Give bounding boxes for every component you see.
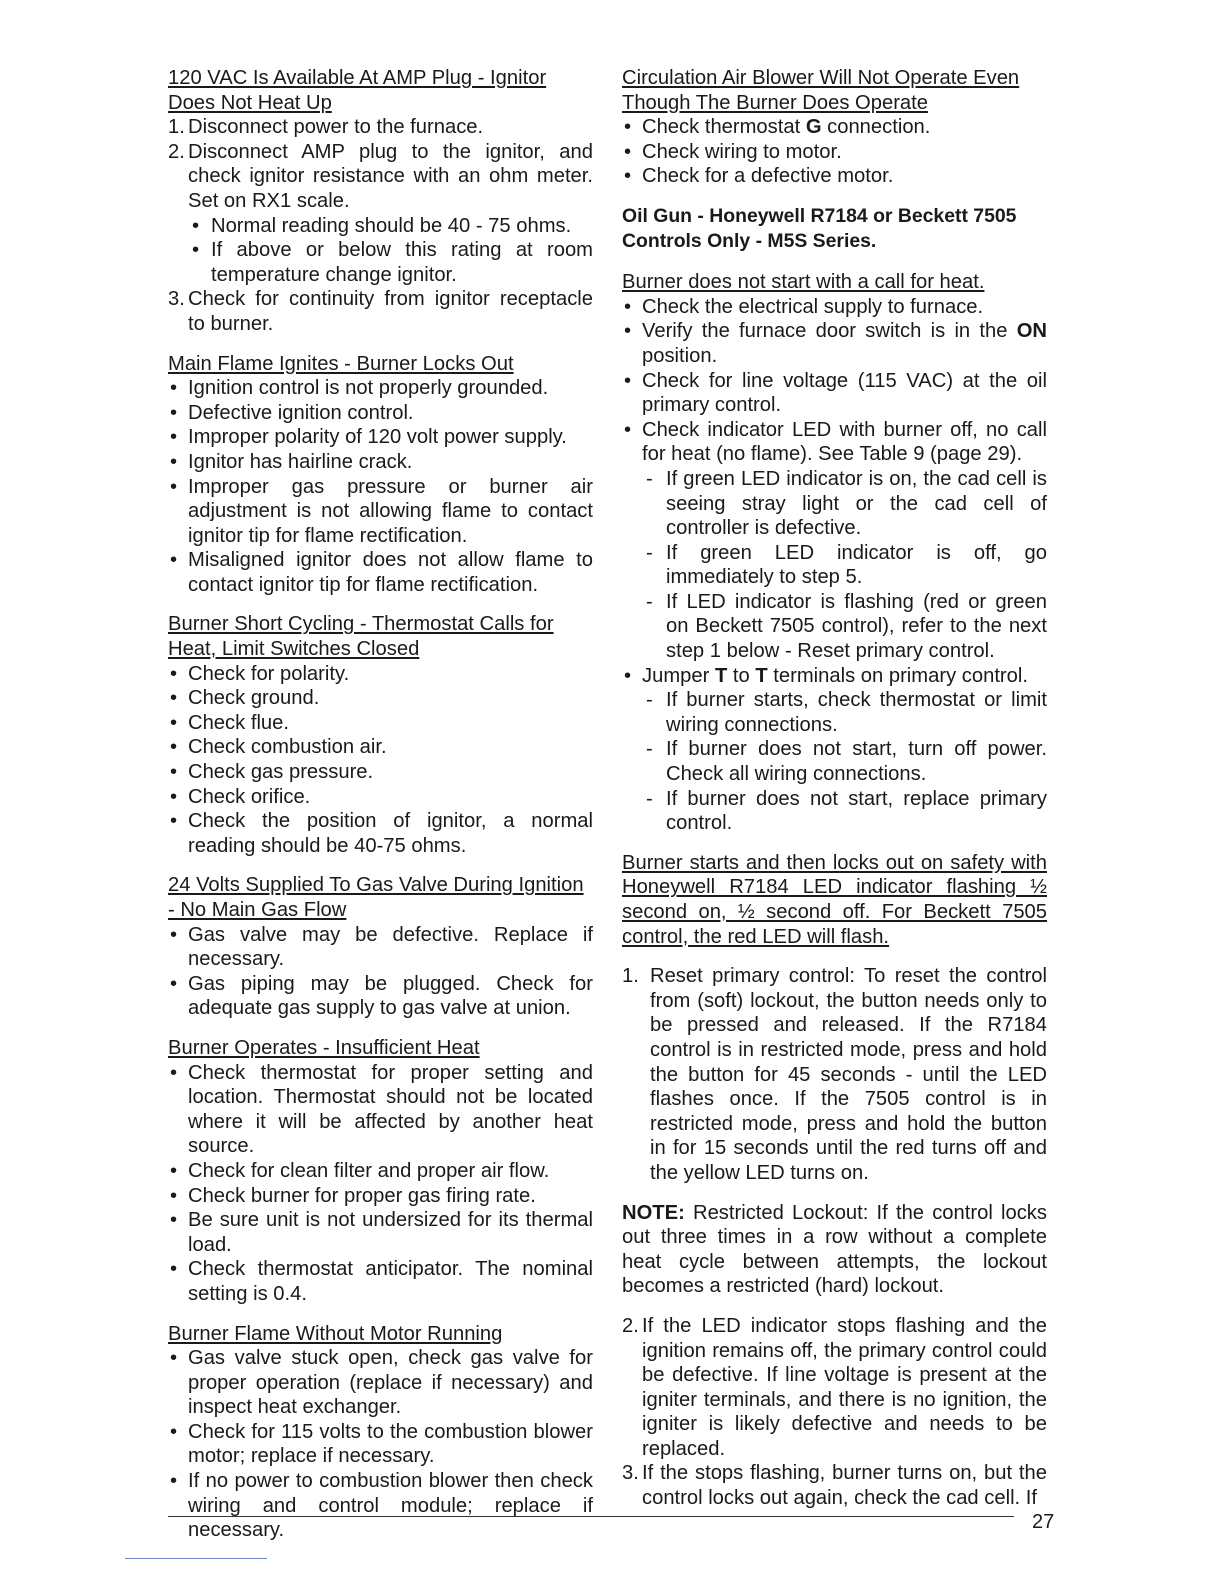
bullet-list (168, 1061, 593, 1307)
left-column (168, 66, 593, 1558)
bullet-item: • Ignition control is not properly grounded. (168, 376, 593, 401)
bullet-item: • Check for 115 volts to the combustion blower motor; replace if necessary. (168, 1420, 593, 1469)
dash-list (642, 688, 1047, 836)
sub-bullet-item: • If above or below this rating at room temperature change ignitor. (188, 238, 593, 287)
bullet-list (168, 923, 593, 1021)
section-heading: 120 VAC Is Available At AMP Plug - Ignitor Does Not Heat Up (168, 67, 547, 114)
section-burner-not-start (622, 270, 1047, 836)
bullet-item: • Improper polarity of 120 volt power supply. (168, 425, 593, 450)
section-heading: Burner does not start with a call for heat. (622, 271, 985, 294)
section-heading: 24 Volts Supplied To Gas Valve During Ignition - No Main Gas Flow (168, 874, 584, 921)
step-item: 1. Disconnect power to the furnace. (168, 116, 484, 139)
note-paragraph: NOTE: Restricted Lockout: If the control locks out three times in a row without a complete heat cycle between attempts, the lockout becomes a restricted (hard) lockout. (622, 1201, 1047, 1298)
steps-list (622, 964, 1047, 1185)
section-flame-locks-out (168, 352, 593, 598)
bullet-item: • Check thermostat G connection. (622, 115, 1047, 140)
bullet-item: • If no power to combustion blower then check wiring and control module; replace if necessary. (168, 1469, 593, 1543)
step-item: 1. Reset primary control: To reset the control from (soft) lockout, the button needs only to be pressed and released. If the R7184 control is in restricted mode, press and hold the button for 45 seconds - until the LED flashes once. If the 7505 control is in restricted mode, press and hold the button in for 15 seconds until the red turns off and the yellow LED turns on. (622, 965, 1047, 1184)
footer-rule (168, 1516, 1014, 1517)
dash-item: - If green LED indicator is on, the cad cell is seeing stray light or the cad cell of controller is defective. (642, 467, 1047, 541)
right-column (622, 66, 1047, 1526)
bullet-item: • Check the position of ignitor, a normal reading should be 40-75 ohms. (168, 809, 593, 858)
section-heading: Circulation Air Blower Will Not Operate Even Though The Burner Does Operate (622, 67, 1020, 114)
steps-list (622, 1314, 1047, 1511)
bullet-item: • Ignitor has hairline crack. (168, 450, 593, 475)
step-item: 3. If the stops flashing, burner turns on, but the control locks out again, check the cad cell. If (622, 1462, 1047, 1510)
bullet-item: • Be sure unit is not undersized for its thermal load. (168, 1208, 593, 1257)
section-blower-not-operate (622, 66, 1047, 189)
dash-item: - If LED indicator is flashing (red or green on Beckett 7505 control), refer to the next step 1 below - Reset primary control. (642, 590, 1047, 664)
bullet-item: • Check indicator LED with burner off, no call for heat (no flame). See Table 9 (page 29). - If green LED indicator is on, the cad cell is seeing stray light or the cad cell of controller is defective. - If green LED indicator is off, go immediately to step 5. - If LED indicator is flashing (red or green on Beckett 7505 control), refer to the next step 1 below - Reset primary control. (622, 418, 1047, 664)
dash-item: - If green LED indicator is off, go immediately to step 5. (642, 541, 1047, 590)
bullet-item: • Defective ignition control. (168, 401, 593, 426)
dash-item: - If burner does not start, replace primary control. (642, 787, 1047, 836)
section-heading: Burner Short Cycling - Thermostat Calls for Heat, Limit Switches Closed (168, 613, 554, 661)
bullet-item: • Gas piping may be plugged. Check for adequate gas supply to gas valve at union. (168, 972, 593, 1021)
page-number: 27 (1032, 1511, 1055, 1533)
bullet-item: • Check the electrical supply to furnace. (622, 295, 1047, 320)
dash-item: - If burner starts, check thermostat or limit wiring connections. (642, 688, 1047, 737)
bullet-item: • Check for line voltage (115 VAC) at the oil primary control. (622, 369, 1047, 418)
bullet-item: • Check flue. (168, 711, 593, 736)
bullet-item: • Gas valve may be defective. Replace if necessary. (168, 923, 593, 972)
section-heading: Burner starts and then locks out on safety with Honeywell R7184 LED indicator flashing ½ second on, ½ second off. For Beckett 7505 control, the red LED will flash. (622, 851, 1047, 948)
step-item: 3. Check for continuity from ignitor receptacle to burner. (168, 288, 593, 335)
section-heading: Burner Operates - Insufficient Heat (168, 1036, 480, 1059)
bullet-item: • Misaligned ignitor does not allow flame to contact ignitor tip for flame rectification. (168, 548, 593, 597)
bullet-item: • Check for a defective motor. (622, 164, 1047, 189)
bullet-list (168, 1346, 593, 1543)
section-no-gas-flow (168, 873, 593, 1021)
step-item: 2. Disconnect AMP plug to the ignitor, and check ignitor resistance with an ohm meter. Set on RX1 scale. • Normal reading should be 40 - 75 ohms. • If above or below this rating at room temperature change ignitor. (168, 140, 593, 288)
dash-item: - If burner does not start, turn off power. Check all wiring connections. (642, 737, 1047, 786)
bullet-item: • Check gas pressure. (168, 760, 593, 785)
bullet-item: • Gas valve stuck open, check gas valve for proper operation (replace if necessary) and inspect heat exchanger. (168, 1346, 593, 1420)
bullet-item: • Check orifice. (168, 785, 593, 810)
section-locks-out-safety (622, 851, 1047, 1511)
bullet-item: • Check ground. (168, 686, 593, 711)
bullet-item: • Check for polarity. (168, 662, 593, 687)
oil-gun-heading: Oil Gun - Honeywell R7184 or Beckett 7505 Controls Only - M5S Series. (622, 204, 1017, 252)
section-short-cycling (168, 612, 593, 858)
bullet-item: • Check thermostat anticipator. The nominal setting is 0.4. (168, 1257, 593, 1306)
bullet-item: • Check burner for proper gas firing rate. (168, 1184, 593, 1209)
bullet-list (622, 295, 1047, 836)
bullet-item: • Improper gas pressure or burner air adjustment is not allowing flame to contact ignitor tip for flame rectification. (168, 475, 593, 549)
section-ignitor-no-heat (168, 66, 593, 337)
bullet-item: • Check wiring to motor. (622, 140, 1047, 165)
dash-list (642, 467, 1047, 664)
bullet-item: • Check for clean filter and proper air flow. (168, 1159, 593, 1184)
steps-list (168, 115, 593, 336)
scan-edge-line (125, 1558, 267, 1559)
section-insufficient-heat (168, 1036, 593, 1307)
bullet-item: • Check thermostat for proper setting and location. Thermostat should not be located where it will be affected by another heat source. (168, 1061, 593, 1159)
bullet-item: • Verify the furnace door switch is in the ON position. (622, 319, 1047, 368)
sub-bullet-list (188, 214, 593, 288)
section-heading: Burner Flame Without Motor Running (168, 1322, 503, 1345)
bullet-list (168, 662, 593, 859)
bullet-item: • Jumper T to T terminals on primary control. - If burner starts, check thermostat or limit wiring connections. - If burner does not start, turn off power. Check all wiring connections. - If burner does not start, replace primary control. (622, 664, 1047, 836)
step-item: 2. If the LED indicator stops flashing and the ignition remains off, the primary control could be defective. If line voltage is present at the igniter terminals, and there is no ignition, the igniter is likely defective and needs to be replaced. (622, 1314, 1047, 1460)
section-heading: Main Flame Ignites - Burner Locks Out (168, 352, 514, 375)
section-flame-without-motor (168, 1322, 593, 1543)
bullet-list (622, 115, 1047, 189)
sub-bullet-item: • Normal reading should be 40 - 75 ohms. (188, 214, 593, 239)
bullet-list (168, 376, 593, 597)
bullet-item: • Check combustion air. (168, 735, 593, 760)
